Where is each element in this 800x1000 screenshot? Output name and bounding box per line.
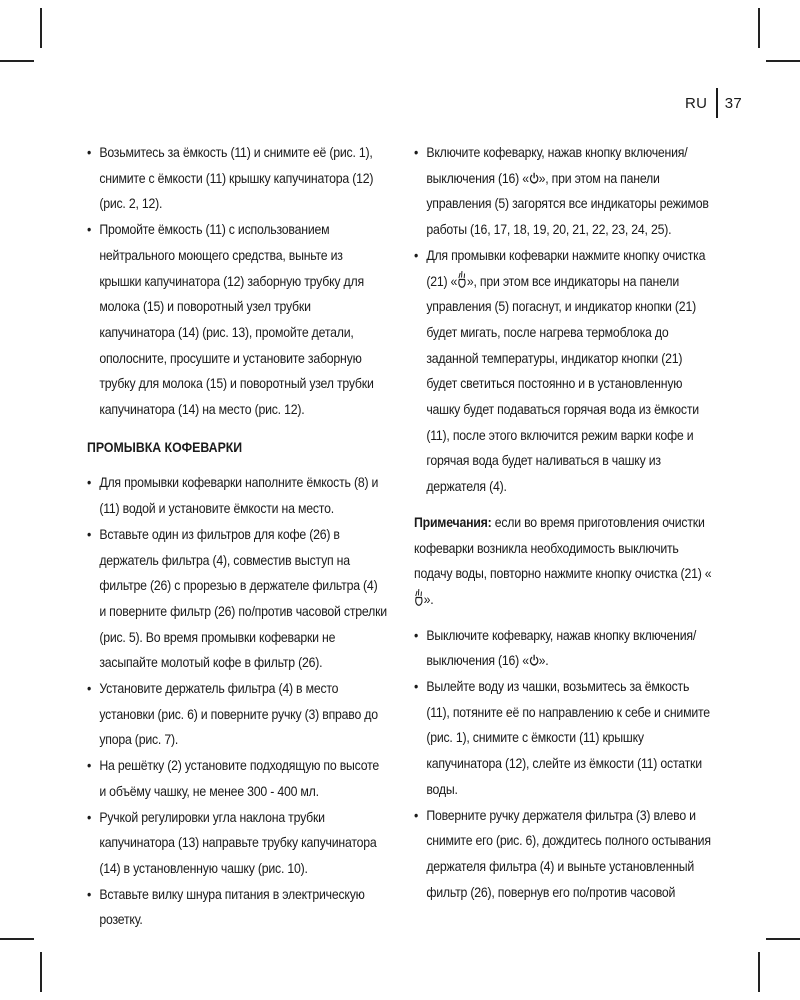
list-item: • Поверните ручку держателя фильтра (3) влево и снимите его (рис. 6), дождитесь полного остывания держателя фильтра (4) и выньте установленный фильтр (26), повернув его по/против часовой	[414, 803, 715, 906]
crop-mark	[0, 60, 34, 62]
list-item	[414, 140, 715, 243]
instruction-list	[414, 140, 715, 500]
note-label: Примечания:	[414, 513, 492, 530]
instruction-list	[87, 140, 387, 423]
list-item: • Вставьте один из фильтров для кофе (26) в держатель фильтра (4), совместив выступ на фильтре (26) с прорезью в держателе фильтра (4) и поверните фильтр (26) по/против часовой стрелки (рис. 5). Во время промывки кофеварки не засыпайте молотый кофе в фильтр (26).	[87, 522, 387, 676]
crop-mark	[766, 938, 800, 940]
list-item: • Возьмитесь за ёмкость (11) и снимите её (рис. 1), снимите с ёмкости (11) крышку капучинатора (12) (рис. 2, 12).	[87, 140, 387, 217]
section-heading: ПРОМЫВКА КОФЕВАРКИ	[87, 438, 243, 455]
instruction-list	[414, 623, 715, 906]
list-item-text: », при этом на панели управления (5) загорятся все индикаторы режимов работы (16, 17, 18, 19, 20, 21, 22, 23, 24, 25).	[426, 169, 709, 238]
right-column	[414, 140, 715, 905]
list-item: • Ручкой регулировки угла наклона трубки капучинатора (13) направьте трубку капучинатора (14) в установленную чашку (рис. 10).	[87, 805, 387, 882]
list-item-text: Выключите кофеварку, нажав кнопку включения/выключения (16) «	[426, 626, 697, 669]
list-item: • Вставьте вилку шнура питания в электрическую розетку.	[87, 882, 387, 933]
list-item-text: Включите кофеварку, нажав кнопку включения/выключения (16) «	[426, 144, 688, 186]
list-item-text: », при этом все индикаторы на панели управления (5) погаснут, и индикатор кнопки (21) будет мигать, после нагрева термоблока до заданной температуры, индикатор кнопки (21) будет светиться постоянно и в установленную чашку будет подаваться горячая вода из ёмкости (11), после этого включится режим варки кофе и горячая вода будет наливаться в чашку из держателя (4).	[426, 272, 699, 495]
power-icon	[529, 654, 539, 667]
list-item-text: ».	[538, 652, 549, 669]
crop-mark	[40, 952, 42, 992]
note-paragraph	[414, 510, 715, 613]
crop-mark	[0, 938, 34, 940]
cleaning-icon	[457, 270, 467, 288]
list-item	[414, 623, 715, 674]
header-divider	[716, 88, 718, 118]
list-item: • Промойте ёмкость (11) с использованием нейтрального моющего средства, выньте из крышки капучинатора (12) заборную трубку для молока (15) и поворотный узел трубки капучинатора (14) (рис. 13), промойте детали, ополосните, просушите и установите заборную трубку для молока (15) и поворотный узел трубки капучинатора (14) на место (рис. 12).	[87, 217, 387, 423]
crop-mark	[40, 8, 42, 48]
list-item	[414, 243, 715, 500]
crop-mark	[766, 60, 800, 62]
list-item-text: Для промывки кофеварки нажмите кнопку очистка (21) «	[426, 246, 706, 289]
crop-mark	[758, 8, 760, 48]
list-item: • На решётку (2) установите подходящую по высоте и объёму чашку, не менее 300 - 400 мл.	[87, 753, 387, 804]
list-item: • Для промывки кофеварки наполните ёмкость (8) и (11) водой и установите ёмкости на место.	[87, 470, 387, 521]
note-text: если во время приготовления очистки кофеварки возникла необходимость выключить подачу воды, повторно нажмите кнопку очистка (21) «	[414, 513, 712, 582]
left-column	[87, 140, 387, 933]
list-item: • Установите держатель фильтра (4) в место установки (рис. 6) и поверните ручку (3) вправо до упора (рис. 7).	[87, 676, 387, 753]
crop-mark	[758, 952, 760, 992]
page-number: 37	[724, 94, 742, 112]
instruction-list	[87, 470, 387, 933]
language-code: RU	[684, 94, 708, 112]
power-icon	[529, 172, 539, 185]
page-header	[685, 90, 742, 116]
note-text: ».	[423, 590, 434, 607]
list-item: • Вылейте воду из чашки, возьмитесь за ёмкость (11), потяните её по направлению к себе и снимите (рис. 1), снимите с ёмкости (11) крышку капучинатора (12), слейте из ёмкости (11) остатки воды.	[414, 674, 715, 803]
cleaning-icon	[414, 588, 424, 606]
